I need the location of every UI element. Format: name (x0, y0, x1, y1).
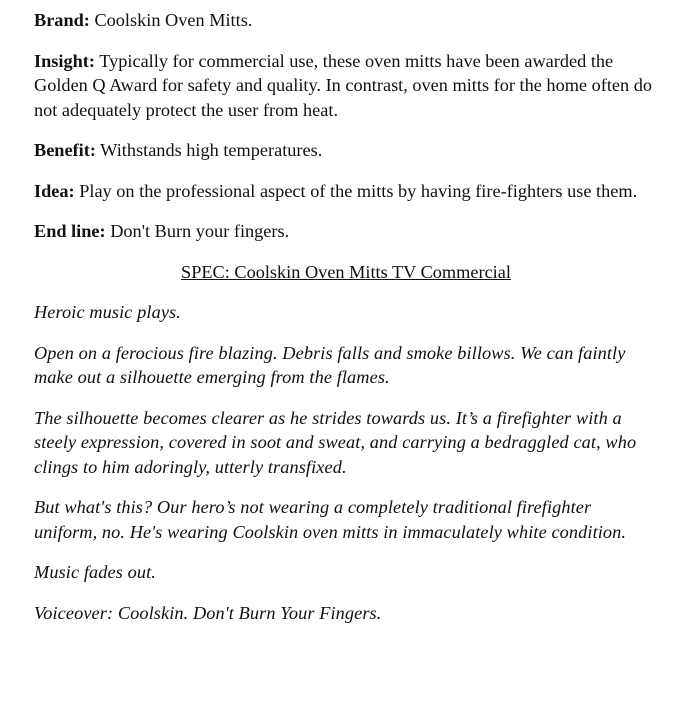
script-paragraph-opening: Open on a ferocious fire blazing. Debris falls and smoke billows. We can faintly make out a silhouette emerging from the flames. (34, 342, 626, 387)
script-paragraph-music-fade: Music fades out. (34, 562, 156, 582)
endline-line (34, 219, 658, 244)
insight-paragraph (34, 49, 658, 123)
script-paragraph-voiceover: Voiceover: Coolskin. Don't Burn Your Fingers. (34, 602, 382, 623)
benefit-label: Benefit: (34, 140, 96, 160)
brand-label: Brand: (34, 10, 90, 30)
brand-line (34, 8, 658, 33)
idea-text: Play on the professional aspect of the mitts by having fire-fighters use them. (74, 180, 638, 201)
endline-text: Don't Burn your fingers. (105, 221, 290, 241)
insight-label: Insight: (34, 50, 95, 71)
benefit-text: Withstands high temperatures. (95, 140, 323, 160)
script-paragraph-music: Heroic music plays. (34, 302, 181, 322)
brand-text: Coolskin Oven Mitts. (89, 10, 253, 30)
idea-paragraph (34, 179, 658, 204)
benefit-line (34, 138, 658, 163)
script-paragraph-firefighter: The silhouette becomes clearer as he strides towards us. It’s a firefighter with a steely expression, covered in soot and sweat, and carrying a bedraggled cat, who clings to him adoringly, utterly transfixed. (34, 407, 637, 477)
endline-label: End line: (34, 221, 106, 241)
idea-label: Idea: (34, 180, 75, 201)
script-paragraph-mitts: But what's this? Our hero’s not wearing a completely traditional firefighter uniform, no. He's wearing Coolskin oven mitts in immaculately white condition. (34, 497, 627, 542)
insight-text: Typically for commercial use, these oven mitts have been awarded the Golden Q Award for safety and quality. In contrast, oven mitts for the home often do not adequately protect the user from heat. (34, 50, 653, 120)
spec-title: SPEC: Coolskin Oven Mitts TV Commercial (181, 261, 511, 282)
